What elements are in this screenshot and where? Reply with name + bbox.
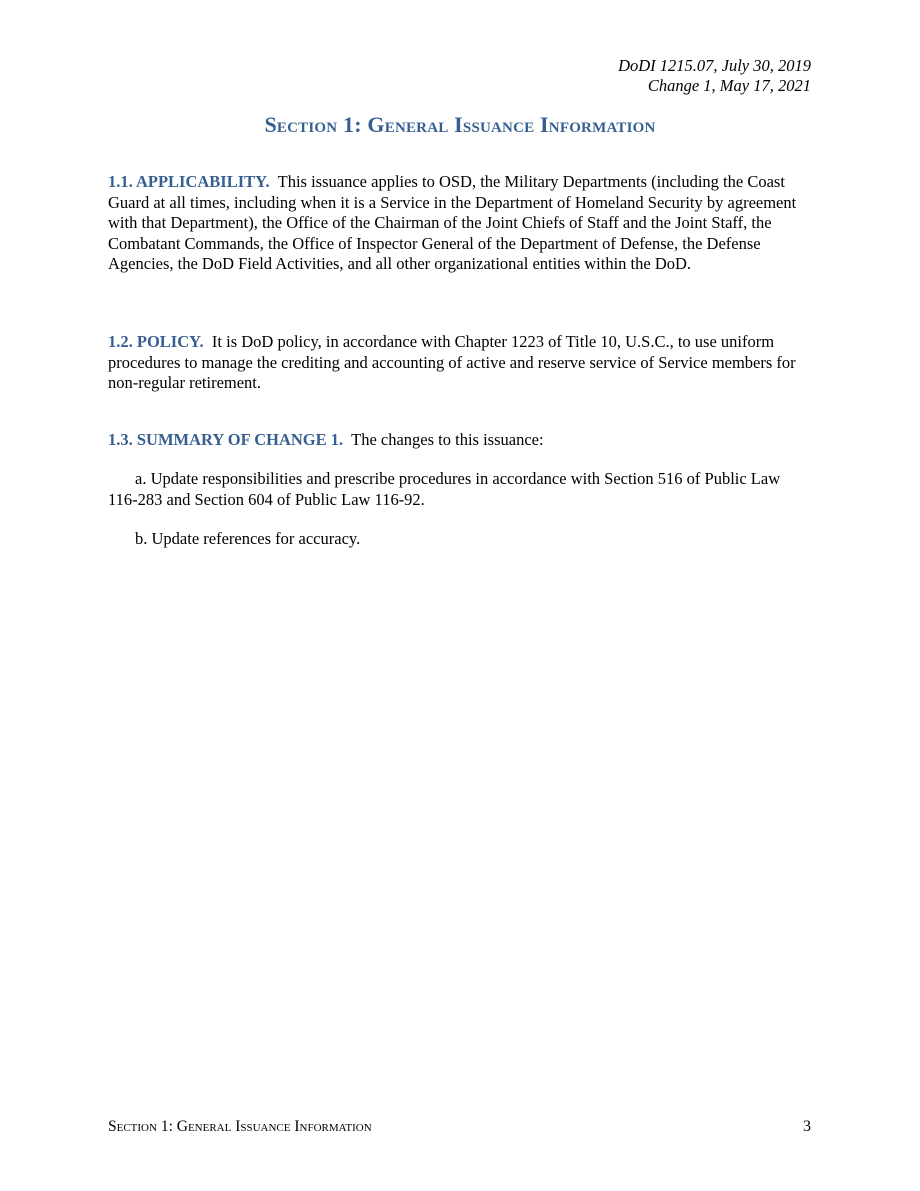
change-date-line: Change 1, May 17, 2021 <box>647 76 811 95</box>
footer-section-label: Section 1: General Issuance Information <box>108 1118 372 1135</box>
paragraph-heading: 1.3. SUMMARY OF CHANGE 1. <box>108 430 344 449</box>
paragraph-text: This issuance applies to OSD, the Military Departments (including the Coast Guard at all times, including when it is a Service in the Department of Homeland Security by agreement with that Department), the Office of the Chairman of the Joint Chiefs of Staff and the Joint Staff, the Combatant Commands, the Office of Inspector General of the Department of Defense, the Defense Agencies, the DoD Field Activities, and all other organizational entities within the DoD. <box>108 172 797 273</box>
paragraph-summary-of-change <box>108 430 812 451</box>
paragraph-text: It is DoD policy, in accordance with Chapter 1223 of Title 10, U.S.C., to use uniform procedures to manage the crediting and accounting of active and reserve service of Service members for non-regular retirement. <box>108 332 796 392</box>
paragraph-heading: 1.2. POLICY. <box>108 332 204 351</box>
subparagraph-b: b. Update references for accuracy. <box>135 529 361 548</box>
issuance-date-line: DoDI 1215.07, July 30, 2019 <box>618 56 811 75</box>
page-number: 3 <box>803 1118 811 1135</box>
paragraph-text: The changes to this issuance: <box>351 430 544 449</box>
subparagraph-a: a. Update responsibilities and prescribe procedures in accordance with Section 516 of Public Law 116-283 and Section 604 of Public Law 116-92. <box>108 469 781 509</box>
paragraph-applicability <box>108 172 812 275</box>
paragraph-heading: 1.1. APPLICABILITY. <box>108 172 270 191</box>
section-title: Section 1: General Issuance Information <box>264 112 656 137</box>
document-header <box>618 56 811 96</box>
paragraph-policy <box>108 332 812 394</box>
